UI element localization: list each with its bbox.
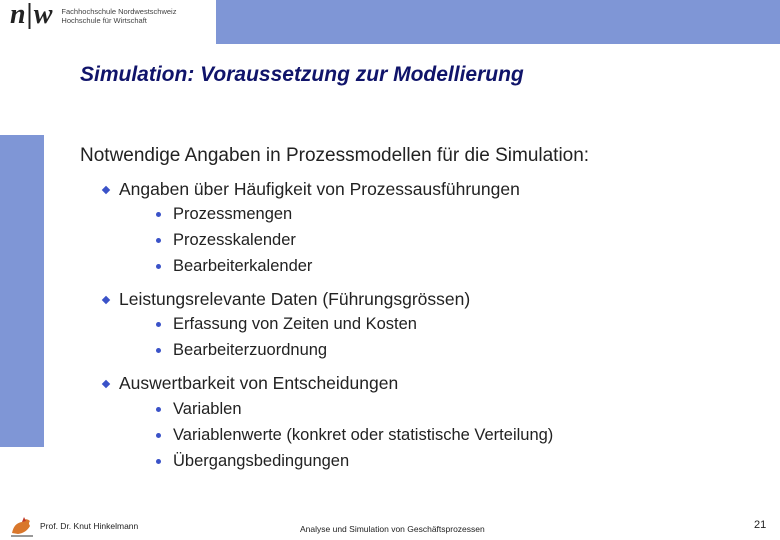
logo-line-1: Fachhochschule Nordwestschweiz (61, 7, 177, 16)
bullet-level2 (156, 400, 242, 419)
bullet-text: Übergangsbedingungen (173, 452, 350, 470)
logo-line-2: Hochschule für Wirtschaft (61, 16, 147, 25)
bullet-text: Angaben über Häufigkeit von Prozessausführungen (119, 179, 520, 199)
bullet-text: Erfassung von Zeiten und Kosten (173, 315, 417, 333)
bullet-level2 (156, 452, 349, 471)
intro-text: Notwendige Angaben in Prozessmodellen für die Simulation: (80, 145, 590, 166)
bullet-text: Leistungsrelevante Daten (Führungsgrössen) (119, 289, 471, 309)
bullet-text: Variablen (173, 400, 242, 418)
header-band (216, 0, 780, 44)
diamond-bullet-icon (102, 379, 110, 387)
bullet-text: Auswertbarkeit von Entscheidungen (119, 373, 399, 393)
dot-bullet-icon (156, 433, 161, 438)
page-number: 21 (754, 519, 767, 531)
left-accent-band (0, 135, 44, 447)
dot-bullet-icon (156, 238, 161, 243)
dot-bullet-icon (156, 322, 161, 327)
bullet-level2 (156, 341, 327, 360)
footer-author: Prof. Dr. Knut Hinkelmann (40, 521, 139, 531)
rooster-logo-icon (8, 513, 36, 537)
logo-text (61, 7, 176, 25)
dot-bullet-icon (156, 212, 161, 217)
bullet-text: Prozessmengen (173, 205, 293, 223)
school-logo (10, 0, 176, 32)
bullet-text: Bearbeiterkalender (173, 257, 313, 275)
dot-bullet-icon (156, 407, 161, 412)
bullet-level2 (156, 315, 417, 334)
bullet-level2 (156, 231, 296, 250)
diamond-bullet-icon (102, 185, 110, 193)
dot-bullet-icon (156, 264, 161, 269)
bullet-level2 (156, 205, 292, 224)
bullet-level2 (156, 426, 553, 445)
bullet-text: Bearbeiterzuordnung (173, 341, 328, 359)
bullet-level1 (103, 179, 520, 200)
bullet-text: Prozesskalender (173, 231, 296, 249)
footer-title: Analyse und Simulation von Geschäftsprozessen (300, 524, 485, 534)
dot-bullet-icon (156, 459, 161, 464)
slide-title: Simulation: Voraussetzung zur Modellierung (80, 63, 524, 86)
dot-bullet-icon (156, 348, 161, 353)
bullet-level1 (103, 373, 398, 394)
diamond-bullet-icon (102, 295, 110, 303)
bullet-level2 (156, 257, 312, 276)
logo-mark: n|w (10, 0, 54, 30)
bullet-level1 (103, 289, 470, 310)
bullet-text: Variablenwerte (konkret oder statistische Verteilung) (173, 426, 554, 444)
